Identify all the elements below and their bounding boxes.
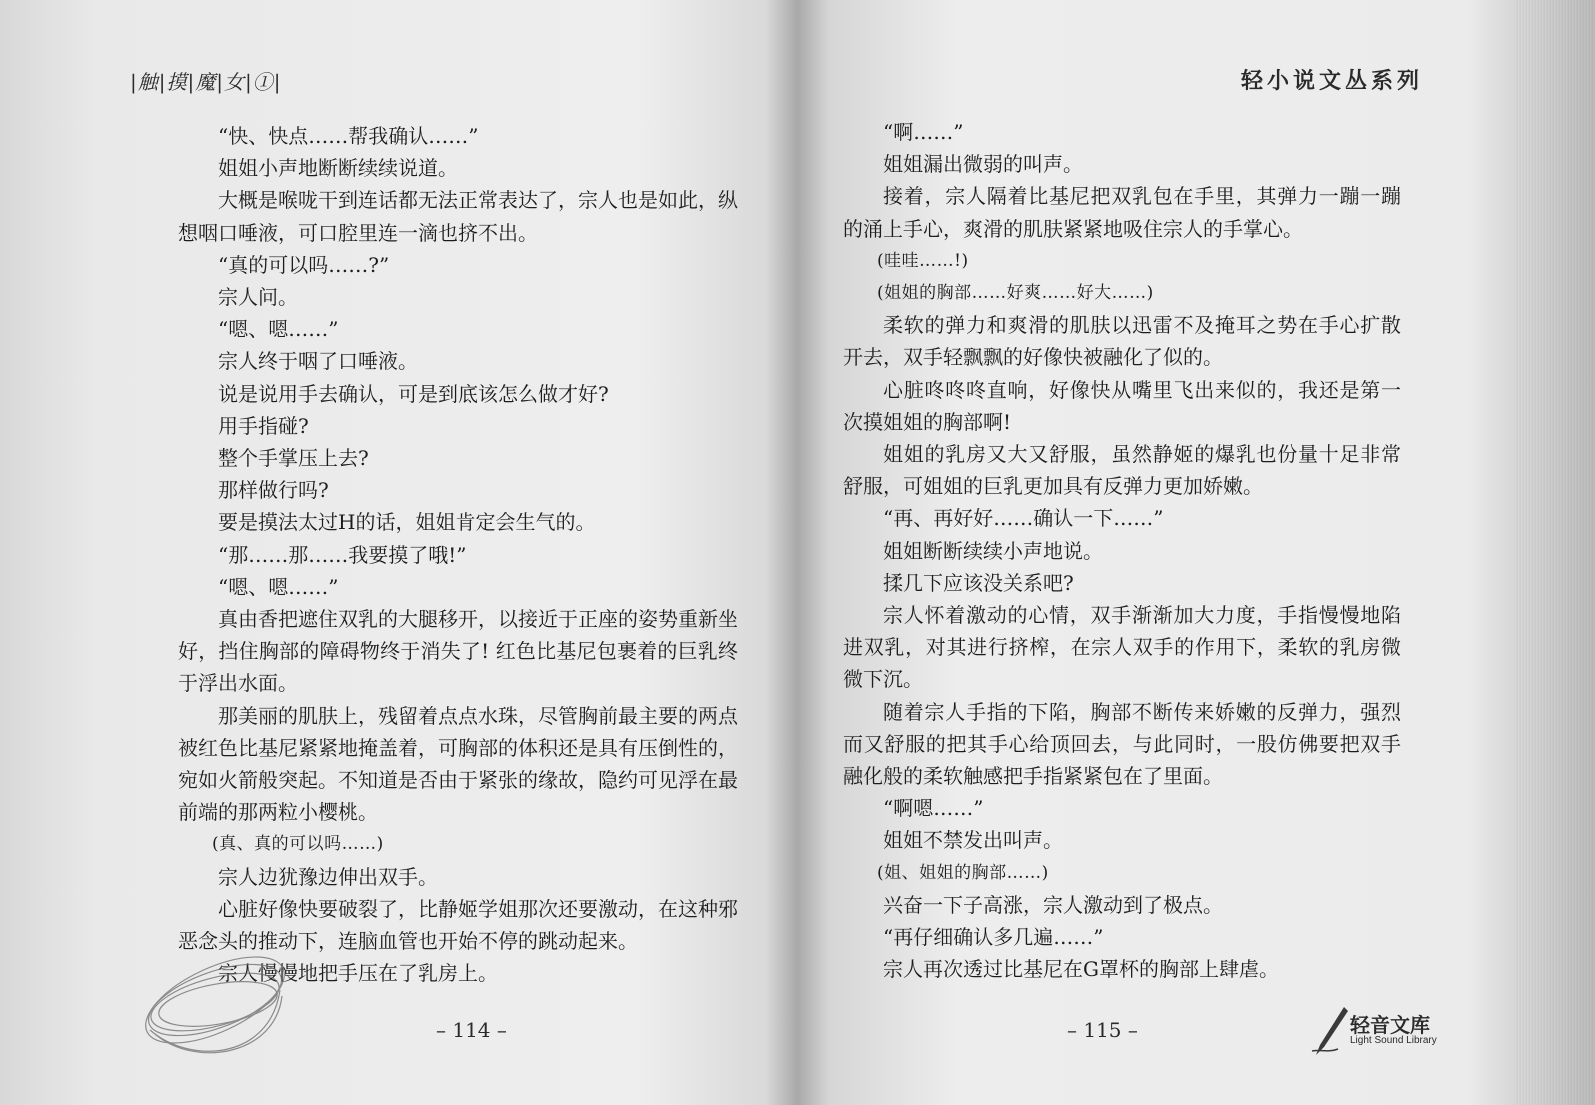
right-page-text — [843, 116, 1401, 985]
paragraph: 姐姐漏出微弱的叫声。 — [883, 152, 1083, 177]
paragraph: 宗人终于咽了口唾液。 — [218, 349, 418, 374]
left-page-text — [178, 120, 738, 989]
paragraph: (姐、姐姐的胸部……) — [877, 862, 1049, 883]
paragraph: 那美丽的肌肤上，残留着点点水珠，尽管胸前最主要的两点被红色比基尼紧紧地掩盖着，可胸部的体积还是具有压倒性的，宛如火箭般突起。不知道是否由于紧张的缘故，隐约可见浮在最前端的那两粒小樱桃。 — [178, 703, 738, 825]
paragraph: 心脏咚咚咚直响，好像快从嘴里飞出来似的，我还是第一次摸姐姐的胸部啊! — [843, 377, 1401, 434]
paragraph: 那样做行吗? — [218, 478, 329, 503]
paragraph: 宗人慢慢地把手压在了乳房上。 — [218, 961, 498, 986]
right-page — [795, 0, 1595, 1105]
quill-pen-icon — [1310, 1005, 1350, 1057]
paragraph: 姐姐小声地断断续续说道。 — [218, 156, 458, 181]
paragraph: (姐姐的胸部……好爽……好大……) — [877, 283, 1154, 304]
paragraph: 宗人怀着激动的心情，双手渐渐加大力度，手指慢慢地陷进双乳，对其进行挤榨，在宗人双手的作用下，柔软的乳房微微下沉。 — [843, 603, 1401, 692]
logo-name-cn: 轻音文库 — [1350, 1013, 1430, 1037]
paragraph: 揉几下应该没关系吧? — [883, 570, 1074, 595]
paragraph: “啊嗯……” — [883, 796, 984, 821]
paragraph: 随着宗人手指的下陷，胸部不断传来娇嫩的反弹力，强烈而又舒服的把其手心给顶回去，与此同时，一股仿佛要把双手融化般的柔软触感把手指紧紧包在了里面。 — [843, 699, 1401, 789]
paragraph: “那……那……我要摸了哦!” — [218, 542, 467, 567]
paragraph: 要是摸法太过H的话，姐姐肯定会生气的。 — [218, 510, 596, 535]
paragraph: 真由香把遮住双乳的大腿移开，以接近于正座的姿势重新坐好，挡住胸部的障碍物终于消失了! 红色比基尼包裹着的巨乳终于浮出水面。 — [178, 607, 738, 696]
paragraph: (哇哇……!) — [877, 250, 969, 271]
left-page — [0, 0, 790, 1105]
paragraph: “嗯、嗯……” — [218, 574, 339, 599]
paragraph: “啊……” — [883, 120, 964, 144]
paragraph: 宗人再次透过比基尼在G罩杯的胸部上肆虐。 — [883, 957, 1279, 982]
paragraph: 兴奋一下子高涨，宗人激动到了极点。 — [883, 892, 1223, 917]
right-page-header: 轻小说文丛系列 — [1240, 68, 1423, 94]
publisher-logo — [1310, 1005, 1450, 1065]
paragraph: “快、快点……帮我确认……” — [218, 124, 479, 148]
page-edges — [1515, 0, 1595, 1105]
paragraph: 宗人问。 — [218, 285, 298, 310]
paragraph: 宗人边犹豫边伸出双手。 — [218, 864, 438, 889]
paragraph: 整个手掌压上去? — [218, 446, 369, 471]
paragraph: (真、真的可以吗……) — [212, 834, 384, 855]
paragraph: 姐姐的乳房又大又舒服，虽然静姬的爆乳也份量十足非常舒服，可姐姐的巨乳更加具有反弹力更加娇嫩。 — [843, 442, 1401, 499]
right-page-number: – 115 – — [1067, 1018, 1138, 1042]
paragraph: 接着，宗人隔着比基尼把双乳包在手里，其弹力一蹦一蹦的涌上手心，爽滑的肌肤紧紧地吸住宗人的手掌心。 — [843, 184, 1401, 241]
paragraph: “再仔细确认多几遍……” — [883, 925, 1104, 950]
logo-name-en: Light Sound Library — [1350, 1035, 1437, 1046]
left-page-number: – 114 – — [436, 1018, 507, 1042]
paragraph: 大概是喉咙干到连话都无法正常表达了，宗人也是如此，纵想咽口唾液，可口腔里连一滴也挤不出。 — [178, 188, 738, 245]
paragraph: 心脏好像快要破裂了，比静姬学姐那次还要激动，在这种邪恶念头的推动下，连脑血管也开始不停的跳动起来。 — [178, 896, 738, 954]
paragraph: 姐姐不禁发出叫声。 — [883, 828, 1063, 853]
paragraph: “真的可以吗……?” — [218, 252, 390, 277]
paragraph: 说是说用手去确认，可是到底该怎么做才好? — [218, 381, 609, 406]
paragraph: “再、再好好……确认一下……” — [883, 506, 1164, 531]
paragraph: 姐姐断断续续小声地说。 — [883, 538, 1103, 563]
paragraph: 用手指碰? — [218, 413, 309, 438]
left-page-header: |触|摸|魔|女|①| — [130, 70, 282, 94]
paragraph: “嗯、嗯……” — [218, 317, 339, 342]
swirl-ornament-icon — [130, 930, 300, 1070]
paragraph: 柔软的弹力和爽滑的肌肤以迅雷不及掩耳之势在手心扩散开去，双手轻飘飘的好像快被融化了似的。 — [843, 313, 1401, 370]
